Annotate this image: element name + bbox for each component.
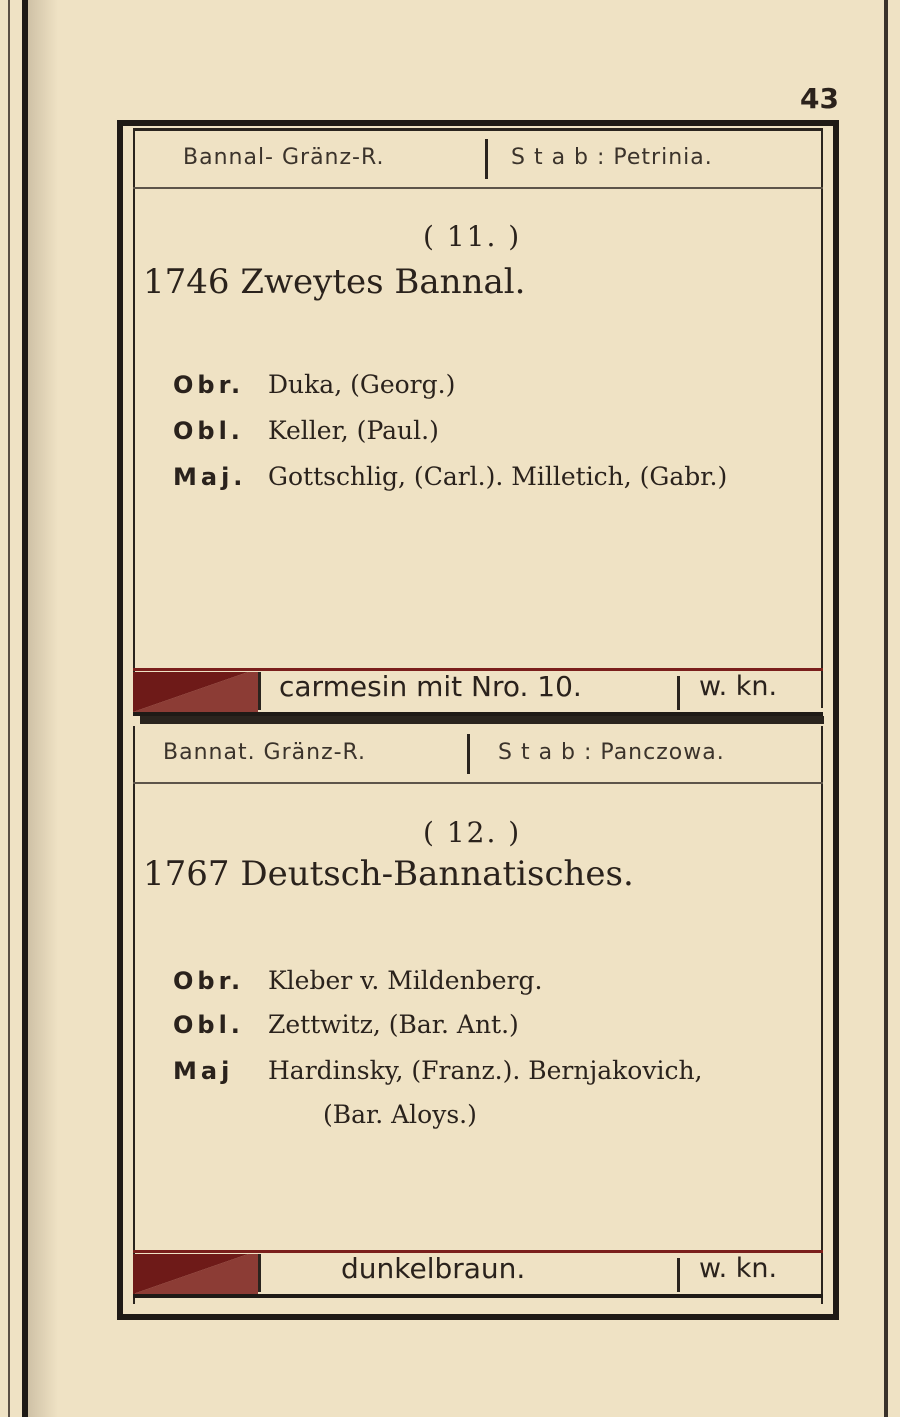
facing-color-swatch: [133, 1254, 258, 1294]
regiment-footer: [133, 1250, 823, 1298]
regiment-staff: S t a b : Petrinia.: [511, 145, 713, 170]
regiment-header: [133, 128, 823, 189]
regiment-number: ( 11. ): [423, 220, 522, 253]
officer-row: [173, 966, 542, 995]
officer-row: [173, 370, 455, 399]
officer-names: Hardinsky, (Franz.). Bernjakovich,: [268, 1056, 703, 1085]
header-separator: [485, 139, 488, 179]
officer-row: [173, 1056, 703, 1085]
page-number: 43: [800, 82, 839, 115]
regiment-number: ( 12. ): [423, 816, 522, 849]
regiment-footer: [133, 668, 823, 716]
officer-names: Gottschlig, (Carl.). Milletich, (Gabr.): [268, 462, 728, 491]
officer-rank: Maj: [173, 1057, 234, 1085]
page-shade: [28, 0, 58, 1417]
officer-names: Keller, (Paul.): [268, 416, 439, 445]
footer-separator: [258, 672, 261, 710]
regiment-header: [133, 726, 823, 784]
officer-row: [173, 462, 727, 491]
officer-names: Duka, (Georg.): [268, 370, 456, 399]
officer-rank: Obl.: [173, 417, 244, 445]
button-color-label: w. kn.: [699, 671, 778, 702]
header-separator: [467, 734, 470, 774]
footer-separator: [258, 1254, 261, 1292]
facing-color-swatch: [133, 672, 258, 712]
facing-color-label: carmesin mit Nro. 10.: [279, 670, 582, 703]
officer-row: [173, 416, 439, 445]
section-divider: [140, 716, 824, 724]
footer-separator: [677, 1258, 680, 1292]
officer-rank: Maj.: [173, 463, 247, 491]
page-right-edge: [884, 0, 888, 1417]
regiment-staff: S t a b : Panczowa.: [498, 740, 725, 765]
regiment-title: 1746 Zweytes Bannal.: [143, 262, 526, 302]
regiment-title: 1767 Deutsch-Bannatisches.: [143, 854, 634, 894]
officer-rank: Obl.: [173, 1011, 244, 1039]
page-gutter-thin-line: [8, 0, 10, 1417]
button-color-label: w. kn.: [699, 1253, 778, 1284]
officer-row: [173, 1010, 519, 1039]
officer-names: Zettwitz, (Bar. Ant.): [268, 1010, 519, 1039]
regiment-type: Bannal- Gränz-R.: [183, 145, 385, 170]
regiment-section-12: [133, 726, 823, 1304]
officer-rank: Obr.: [173, 371, 245, 399]
officer-continuation: (Bar. Aloys.): [323, 1100, 477, 1129]
regiment-type: Bannat. Gränz-R.: [163, 740, 367, 765]
officer-names: Kleber v. Mildenberg.: [268, 966, 543, 995]
facing-color-label: dunkelbraun.: [341, 1252, 526, 1285]
officer-rank: Obr.: [173, 967, 245, 995]
footer-separator: [677, 676, 680, 710]
regiment-section-11: [133, 128, 823, 708]
